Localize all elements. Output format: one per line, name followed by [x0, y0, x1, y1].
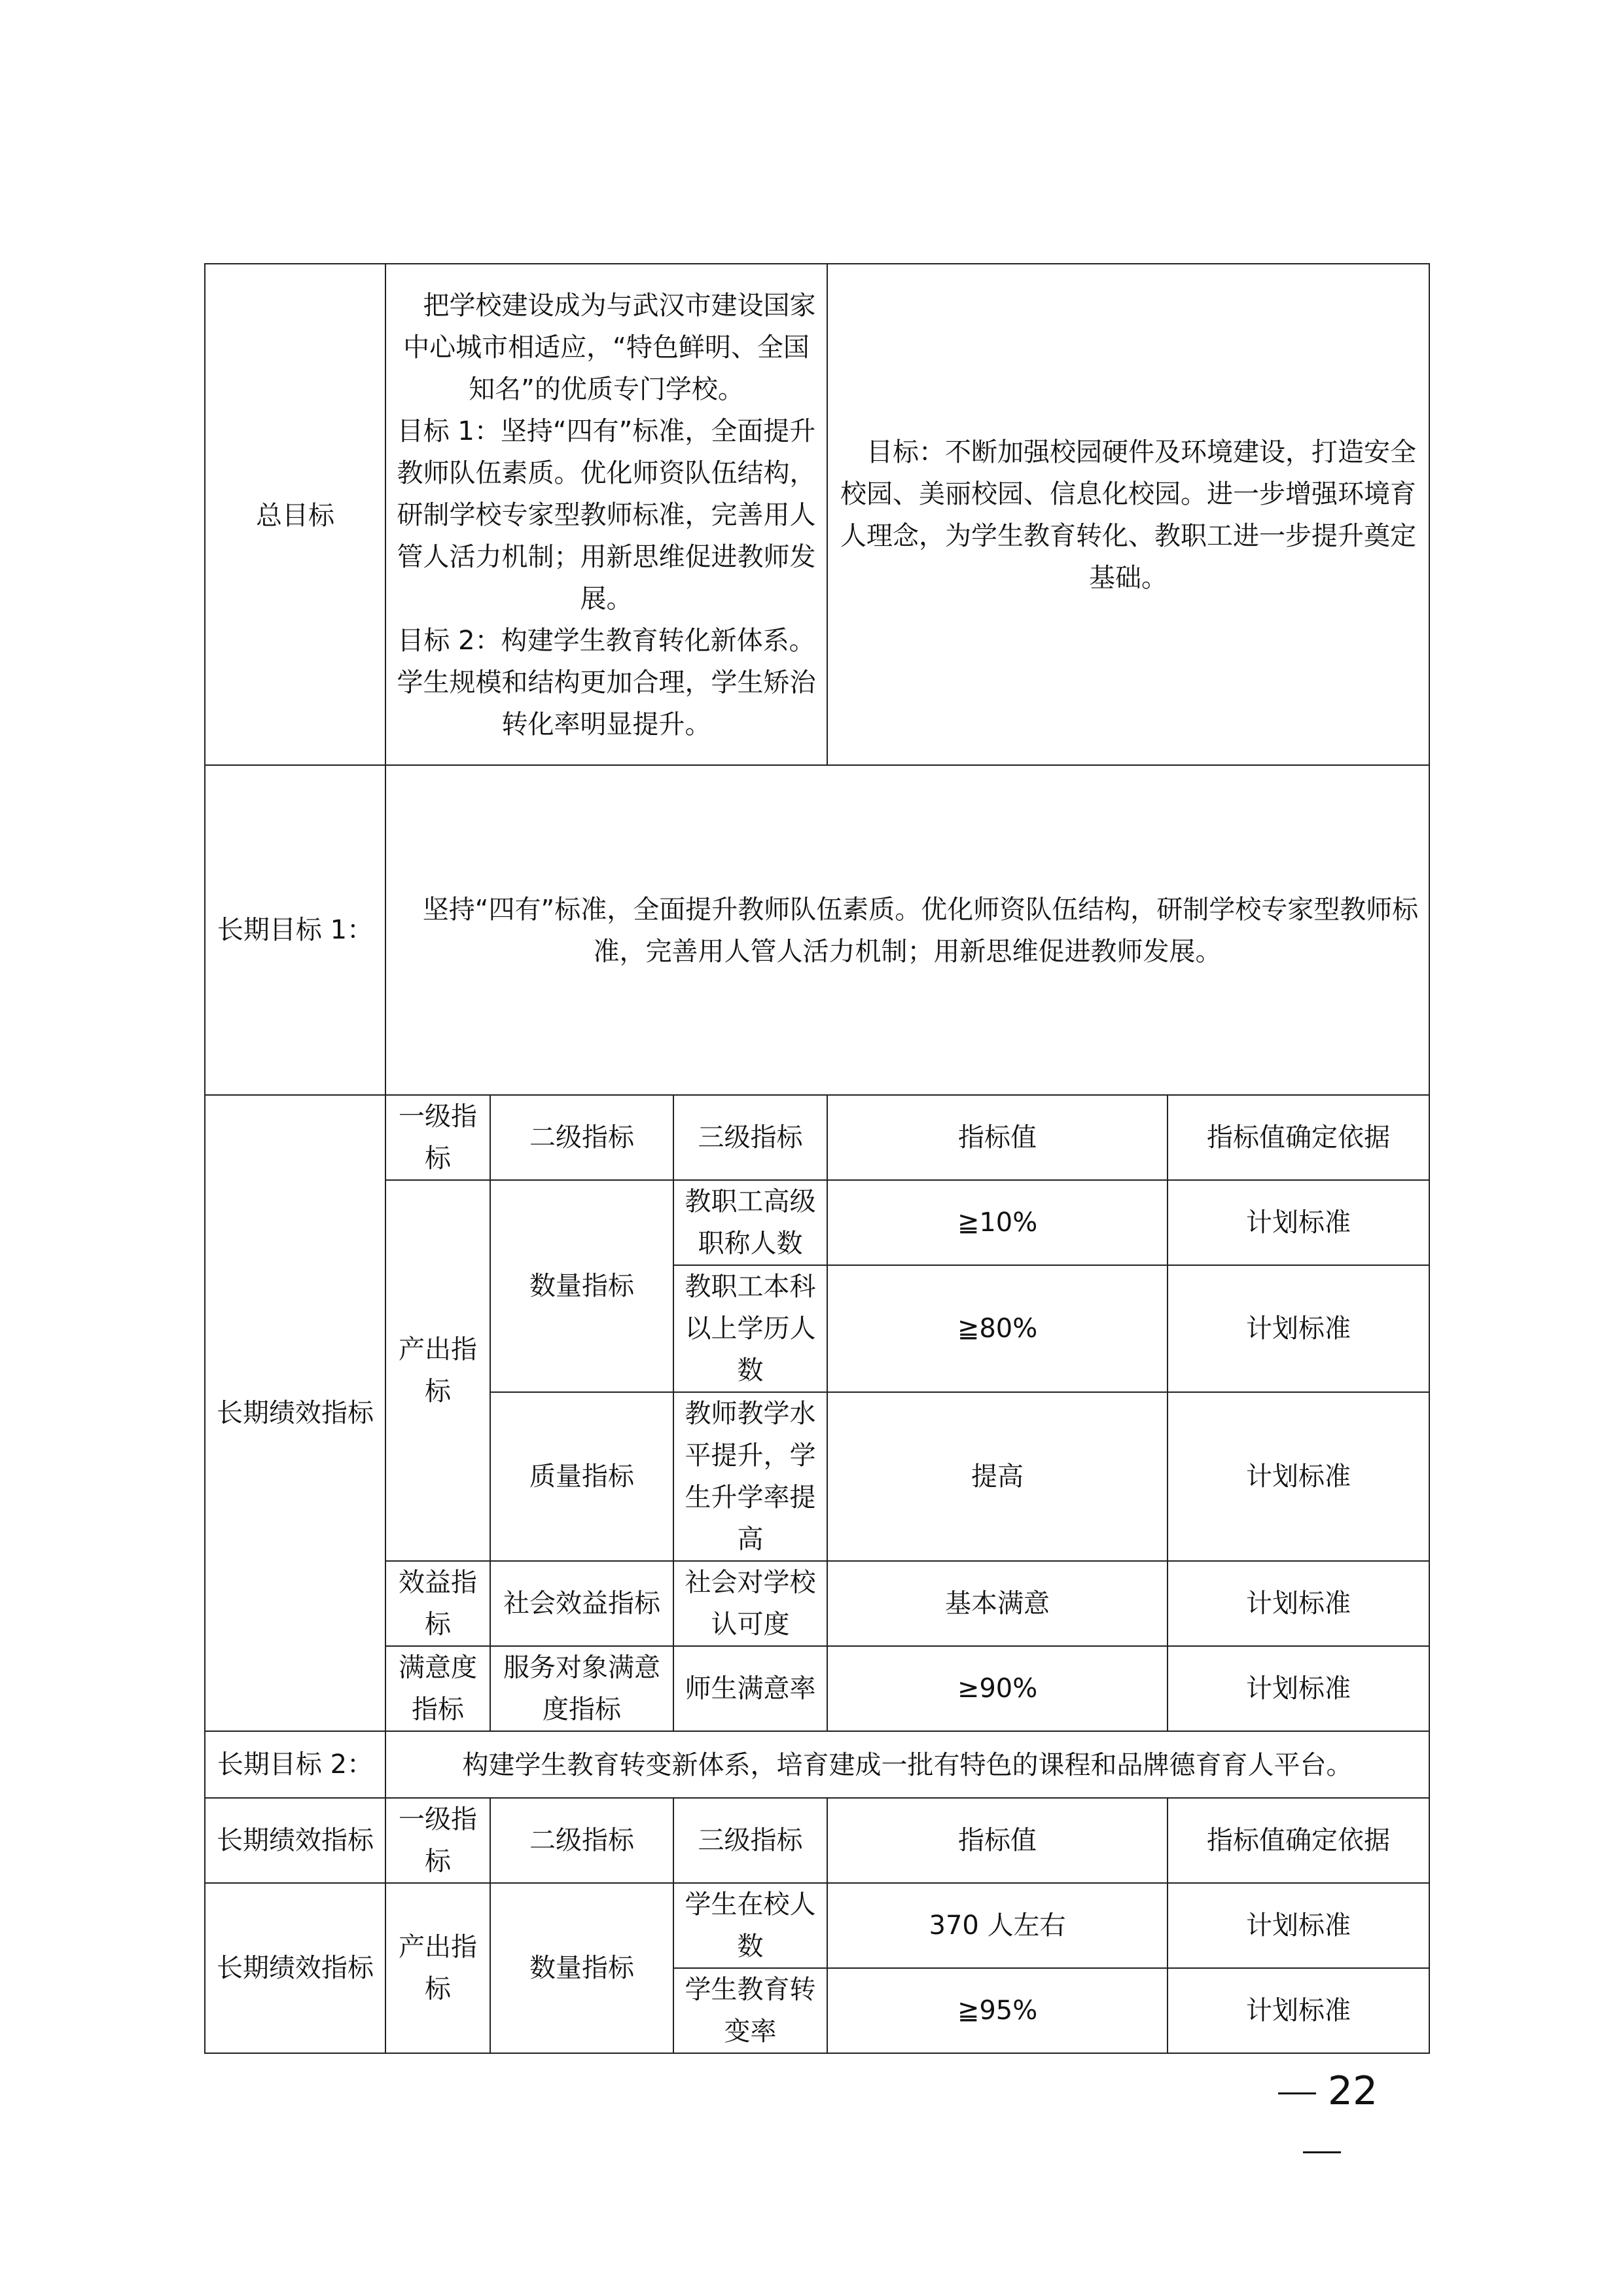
indicators-2-header-section-label: 长期绩效指标: [205, 1798, 385, 1883]
table-row: [205, 1646, 1429, 1731]
long-term-goal-2-label: 长期目标 2：: [205, 1731, 385, 1798]
overall-goal-paragraph: 把学校建设成为与武汉市建设国家中心城市相适应，“特色鲜明、全国知名”的优质专门学校。: [403, 291, 816, 404]
basis-cell: 计划标准: [1168, 1180, 1429, 1265]
overall-goal-paragraph: 目标 2：构建学生教育转化新体系。学生规模和结构更加合理，学生矫治转化率明显提升。: [397, 626, 816, 740]
indicators-1-section-label: 长期绩效指标: [205, 1095, 385, 1731]
long-term-goal-1-label: 长期目标 1：: [205, 765, 385, 1095]
level3-cell: 学生教育转变率: [673, 1968, 827, 2053]
basis-cell: 计划标准: [1168, 1265, 1429, 1392]
header-level3: 三级指标: [673, 1798, 827, 1883]
long-term-goal-2-row: [205, 1731, 1429, 1798]
performance-goals-table: [204, 263, 1430, 2054]
header-basis: 指标值确定依据: [1168, 1798, 1429, 1883]
level1-output: 产出指标: [385, 1883, 490, 2053]
page-footer: [1237, 2062, 1407, 2121]
overall-goal-label: 总目标: [205, 264, 385, 765]
basis-cell: 计划标准: [1168, 1392, 1429, 1561]
header-level2: 二级指标: [490, 1798, 673, 1883]
value-cell: ≧10%: [827, 1180, 1168, 1265]
level1-benefit: 效益指标: [385, 1561, 490, 1646]
value-cell: ≧80%: [827, 1265, 1168, 1392]
long-term-goal-1-row: [205, 765, 1429, 1095]
level1-satisfaction: 满意度指标: [385, 1646, 490, 1731]
indicators-2-header-row: [205, 1798, 1429, 1883]
level2-quantity: 数量指标: [490, 1883, 673, 2053]
indicators-1-header-row: [205, 1095, 1429, 1180]
basis-cell: 计划标准: [1168, 1883, 1429, 1968]
header-value: 指标值: [827, 1798, 1168, 1883]
level3-cell: 教师教学水平提升，学生升学率提高: [673, 1392, 827, 1561]
long-term-goal-1-text: 坚持“四有”标准，全面提升教师队伍素质。优化师资队伍结构，研制学校专家型教师标准，完善用人管人活力机制；用新思维促进教师发展。: [385, 765, 1429, 1095]
level3-cell: 学生在校人数: [673, 1883, 827, 1968]
level2-quantity: 数量指标: [490, 1180, 673, 1392]
header-basis: 指标值确定依据: [1168, 1095, 1429, 1180]
level3-cell: 社会对学校认可度: [673, 1561, 827, 1646]
level2-service-satisfaction: 服务对象满意度指标: [490, 1646, 673, 1731]
level3-cell: 教职工高级职称人数: [673, 1180, 827, 1265]
overall-goal-left-cell: [385, 264, 827, 765]
overall-goal-paragraph: 目标 1：坚持“四有”标准，全面提升教师队伍素质。优化师资队伍结构，研制学校专家型教师标准，完善用人管人活力机制；用新思维促进教师发展。: [397, 416, 816, 614]
table-row: [205, 1180, 1429, 1265]
header-level1: 一级指标: [385, 1095, 490, 1180]
page-number: 22: [1327, 2068, 1378, 2114]
header-value: 指标值: [827, 1095, 1168, 1180]
level1-output: 产出指标: [385, 1180, 490, 1561]
header-level3: 三级指标: [673, 1095, 827, 1180]
basis-cell: 计划标准: [1168, 1968, 1429, 2053]
overall-goal-row: [205, 264, 1429, 765]
header-level1: 一级指标: [385, 1798, 490, 1883]
footer-dash-left: [1278, 2092, 1316, 2094]
header-level2: 二级指标: [490, 1095, 673, 1180]
value-cell: 提高: [827, 1392, 1168, 1561]
value-cell: 370 人左右: [827, 1883, 1168, 1968]
level2-quality: 质量指标: [490, 1392, 673, 1561]
level3-cell: 教职工本科以上学历人数: [673, 1265, 827, 1392]
long-term-goal-2-text: 构建学生教育转变新体系，培育建成一批有特色的课程和品牌德育育人平台。: [385, 1731, 1429, 1798]
value-cell: 基本满意: [827, 1561, 1168, 1646]
indicators-2-section-label: 长期绩效指标: [205, 1883, 385, 2053]
overall-goal-right-cell: 目标：不断加强校园硬件及环境建设，打造安全校园、美丽校园、信息化校园。进一步增强环境育人理念，为学生教育转化、教职工进一步提升奠定基础。: [827, 264, 1429, 765]
level3-cell: 师生满意率: [673, 1646, 827, 1731]
footer-dash-right: [1303, 2151, 1341, 2153]
basis-cell: 计划标准: [1168, 1561, 1429, 1646]
value-cell: ≥90%: [827, 1646, 1168, 1731]
basis-cell: 计划标准: [1168, 1646, 1429, 1731]
table-row: [205, 1883, 1429, 1968]
value-cell: ≧95%: [827, 1968, 1168, 2053]
table-row: [205, 1561, 1429, 1646]
level2-social-benefit: 社会效益指标: [490, 1561, 673, 1646]
